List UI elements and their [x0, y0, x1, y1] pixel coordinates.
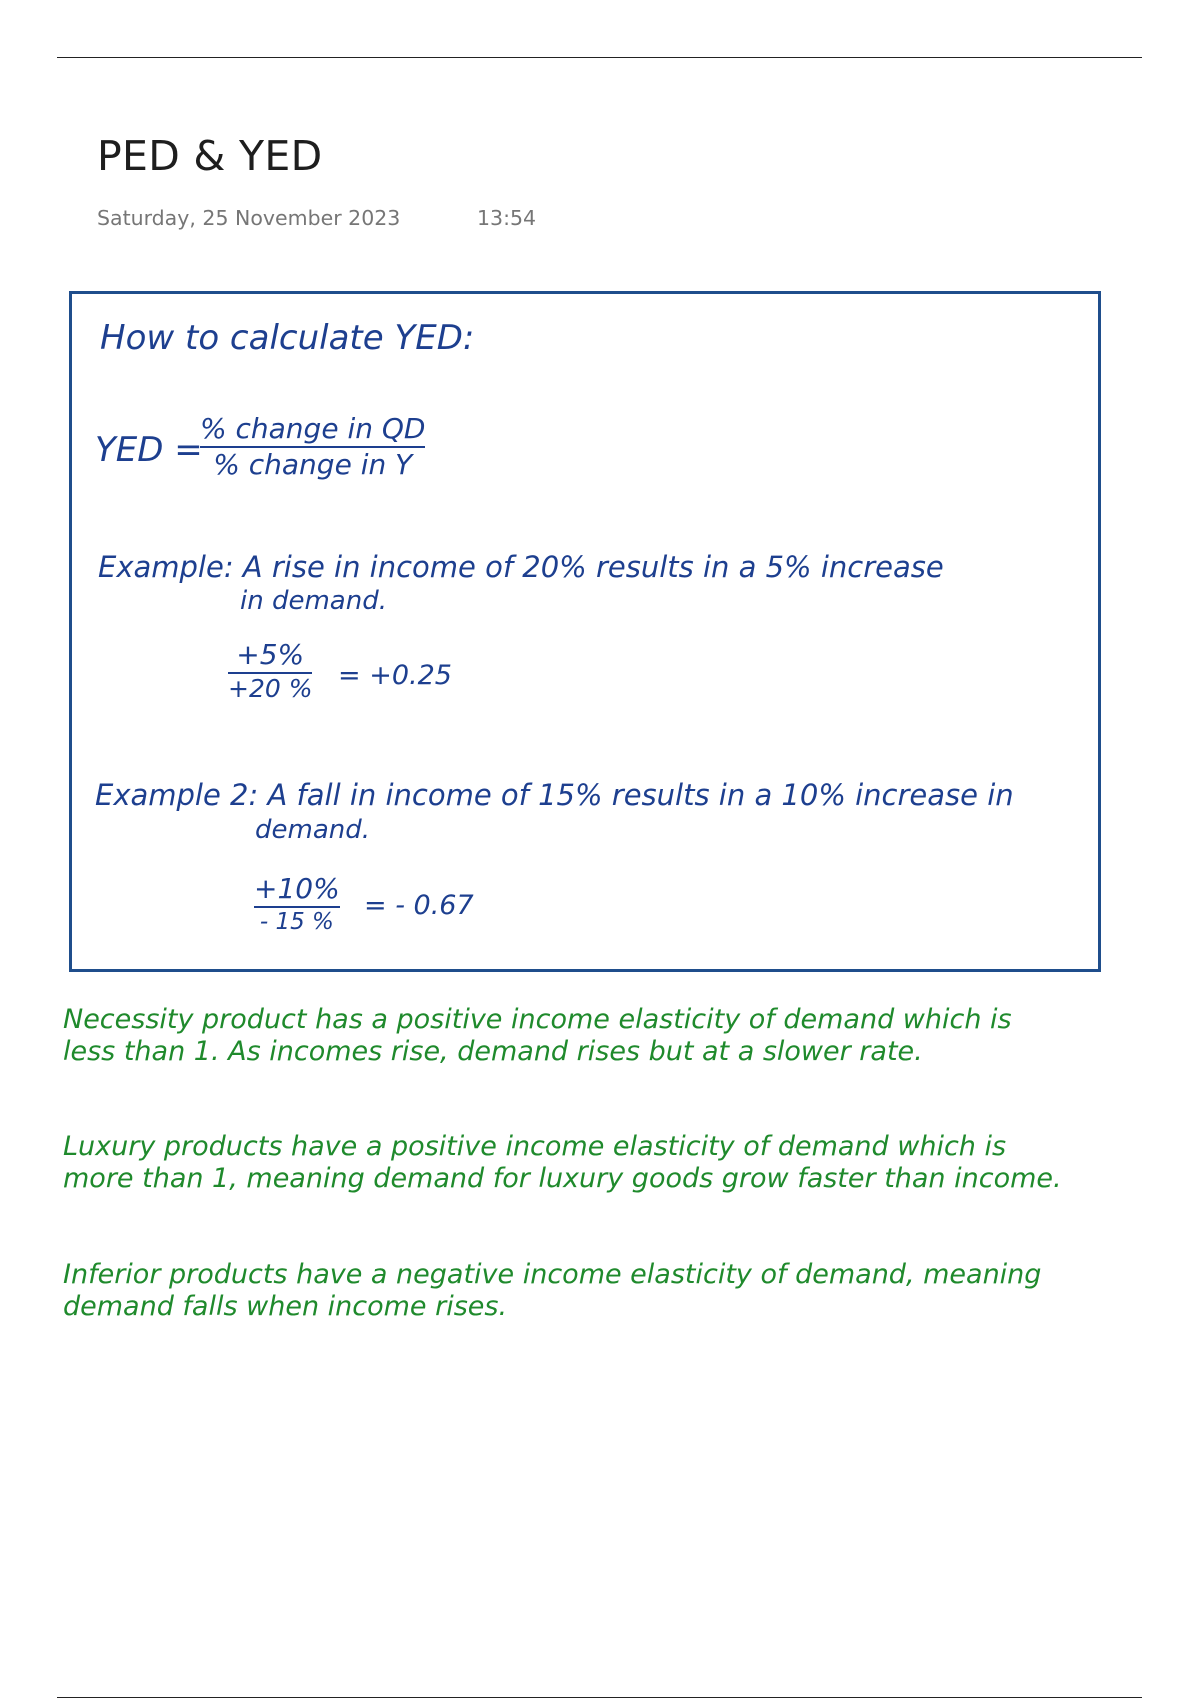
example2-line2: demand.: [255, 815, 371, 845]
yed-formula-denominator: % change in Y: [213, 448, 413, 482]
bottom-rule: [57, 1697, 1142, 1698]
note-necessity-line2: less than 1. As incomes rise, demand rises but at a slower rate.: [63, 1036, 923, 1067]
note-inferior-line2: demand falls when income rises.: [63, 1291, 508, 1322]
yed-ink-box: [69, 291, 1101, 972]
example2-line1: Example 2: A fall in income of 15% results in a 10% increase in: [95, 778, 1014, 812]
note-luxury-line1: Luxury products have a positive income elasticity of demand which is: [63, 1131, 1007, 1162]
note-luxury-line2: more than 1, meaning demand for luxury goods grow faster than income.: [63, 1163, 1062, 1194]
example2-bar: [254, 906, 340, 908]
yed-formula-numerator: % change in QD: [200, 412, 426, 445]
example2-numerator: +10%: [254, 872, 340, 905]
example1-line1: Example: A rise in income of 20% results in a 5% increase: [98, 550, 944, 584]
example1-fraction: [228, 640, 312, 703]
example2-result: = - 0.67: [364, 890, 474, 921]
example1-numerator: +5%: [236, 638, 305, 671]
top-rule: [57, 57, 1142, 58]
page-date: Saturday, 25 November 2023: [97, 206, 401, 230]
note-inferior-line1: Inferior products have a negative income elasticity of demand, meaning: [63, 1259, 1042, 1290]
example1-line2: in demand.: [240, 586, 387, 616]
page-time: 13:54: [477, 206, 537, 230]
yed-formula-fraction: [200, 414, 425, 480]
example2-denominator: - 15 %: [259, 909, 334, 936]
note-necessity: [63, 1004, 1198, 1068]
example2-fraction: [254, 874, 340, 935]
example1-result: = +0.25: [338, 660, 452, 691]
page-title: PED & YED: [97, 132, 323, 180]
note-inferior: [63, 1259, 1198, 1323]
yed-heading: How to calculate YED:: [100, 318, 475, 358]
yed-formula-lhs: YED =: [95, 430, 203, 470]
note-luxury: [63, 1131, 1198, 1195]
note-necessity-line1: Necessity product has a positive income elasticity of demand which is: [63, 1004, 1012, 1035]
example1-denominator: +20 %: [228, 674, 313, 704]
